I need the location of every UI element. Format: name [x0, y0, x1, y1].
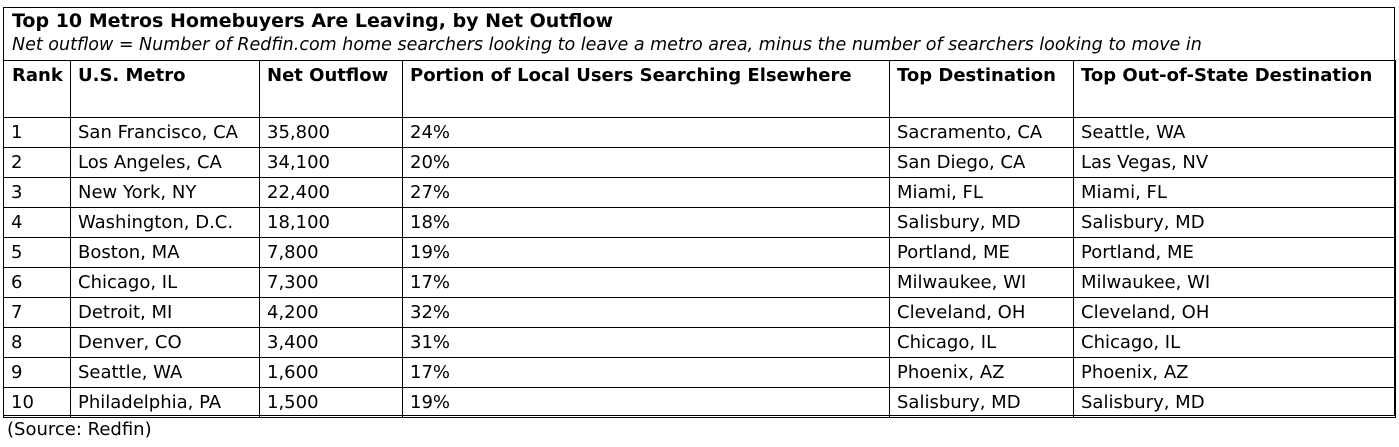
- cell-rank: 6: [4, 268, 71, 298]
- cell-top-out-of-state: Las Vegas, NV: [1074, 148, 1396, 178]
- cell-rank: 8: [4, 328, 71, 358]
- cell-net-outflow: 34,100: [260, 148, 403, 178]
- cell-portion: 19%: [403, 388, 890, 418]
- table-row: [4, 238, 1396, 268]
- cell-top-out-of-state: Milwaukee, WI: [1074, 268, 1396, 298]
- table-row: [4, 388, 1396, 418]
- metro-outflow-table: [3, 60, 1396, 418]
- cell-rank: 5: [4, 238, 71, 268]
- header-metro: U.S. Metro: [71, 61, 260, 118]
- cell-top-destination: Salisbury, MD: [890, 208, 1074, 238]
- cell-net-outflow: 7,300: [260, 268, 403, 298]
- cell-net-outflow: 35,800: [260, 118, 403, 148]
- cell-top-out-of-state: Chicago, IL: [1074, 328, 1396, 358]
- cell-metro: Denver, CO: [71, 328, 260, 358]
- cell-top-destination: Chicago, IL: [890, 328, 1074, 358]
- cell-metro: Philadelphia, PA: [71, 388, 260, 418]
- cell-portion: 27%: [403, 178, 890, 208]
- cell-net-outflow: 4,200: [260, 298, 403, 328]
- cell-rank: 1: [4, 118, 71, 148]
- cell-top-destination: Miami, FL: [890, 178, 1074, 208]
- cell-rank: 10: [4, 388, 71, 418]
- cell-net-outflow: 3,400: [260, 328, 403, 358]
- cell-net-outflow: 1,500: [260, 388, 403, 418]
- cell-top-out-of-state: Seattle, WA: [1074, 118, 1396, 148]
- cell-top-out-of-state: Cleveland, OH: [1074, 298, 1396, 328]
- cell-rank: 7: [4, 298, 71, 328]
- cell-portion: 32%: [403, 298, 890, 328]
- cell-rank: 3: [4, 178, 71, 208]
- cell-portion: 18%: [403, 208, 890, 238]
- table-row: [4, 268, 1396, 298]
- table-row: [4, 208, 1396, 238]
- cell-rank: 2: [4, 148, 71, 178]
- cell-rank: 4: [4, 208, 71, 238]
- cell-portion: 19%: [403, 238, 890, 268]
- cell-top-out-of-state: Salisbury, MD: [1074, 388, 1396, 418]
- table-title: Top 10 Metros Homebuyers Are Leaving, by Net Outflow: [12, 10, 614, 32]
- table-row: [4, 298, 1396, 328]
- cell-portion: 17%: [403, 268, 890, 298]
- source-note: (Source: Redfin): [7, 419, 152, 440]
- cell-top-destination: Cleveland, OH: [890, 298, 1074, 328]
- cell-top-out-of-state: Miami, FL: [1074, 178, 1396, 208]
- header-net-outflow: Net Outflow: [260, 61, 403, 118]
- cell-metro: Detroit, MI: [71, 298, 260, 328]
- table-subtitle: Net outflow = Number of Redfin.com home searchers looking to leave a metro area, minus the number of searchers looking to move in: [12, 35, 1202, 55]
- cell-metro: Seattle, WA: [71, 358, 260, 388]
- header-portion-searching-elsewhere: Portion of Local Users Searching Elsewhere: [403, 61, 890, 118]
- table-row: [4, 358, 1396, 388]
- cell-top-out-of-state: Portland, ME: [1074, 238, 1396, 268]
- cell-rank: 9: [4, 358, 71, 388]
- metro-outflow-table-frame: [3, 7, 1395, 416]
- table-header-row: [4, 61, 1396, 118]
- cell-net-outflow: 22,400: [260, 178, 403, 208]
- cell-net-outflow: 18,100: [260, 208, 403, 238]
- header-top-destination: Top Destination: [890, 61, 1074, 118]
- cell-top-destination: Milwaukee, WI: [890, 268, 1074, 298]
- cell-top-destination: Sacramento, CA: [890, 118, 1074, 148]
- cell-metro: Boston, MA: [71, 238, 260, 268]
- cell-top-destination: San Diego, CA: [890, 148, 1074, 178]
- cell-metro: Chicago, IL: [71, 268, 260, 298]
- cell-net-outflow: 7,800: [260, 238, 403, 268]
- table-row: [4, 118, 1396, 148]
- cell-portion: 17%: [403, 358, 890, 388]
- cell-metro: San Francisco, CA: [71, 118, 260, 148]
- table-row: [4, 148, 1396, 178]
- cell-portion: 31%: [403, 328, 890, 358]
- cell-metro: New York, NY: [71, 178, 260, 208]
- cell-top-destination: Salisbury, MD: [890, 388, 1074, 418]
- cell-net-outflow: 1,600: [260, 358, 403, 388]
- cell-top-destination: Phoenix, AZ: [890, 358, 1074, 388]
- table-body: [4, 118, 1396, 418]
- table-row: [4, 178, 1396, 208]
- cell-metro: Los Angeles, CA: [71, 148, 260, 178]
- table-row: [4, 328, 1396, 358]
- cell-portion: 20%: [403, 148, 890, 178]
- cell-top-out-of-state: Salisbury, MD: [1074, 208, 1396, 238]
- cell-metro: Washington, D.C.: [71, 208, 260, 238]
- header-rank: Rank: [4, 61, 71, 118]
- cell-top-destination: Portland, ME: [890, 238, 1074, 268]
- cell-top-out-of-state: Phoenix, AZ: [1074, 358, 1396, 388]
- header-top-out-of-state-destination: Top Out-of-State Destination: [1074, 61, 1396, 118]
- cell-portion: 24%: [403, 118, 890, 148]
